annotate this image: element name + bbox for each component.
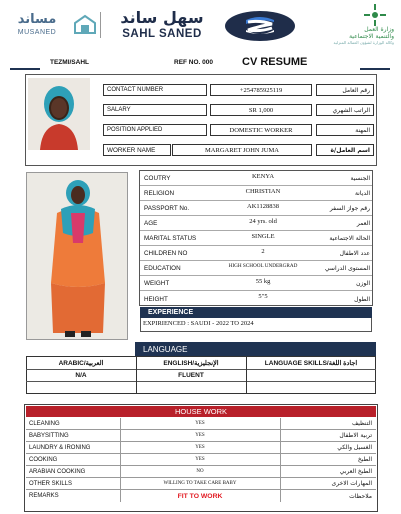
experience-box — [140, 318, 372, 332]
hw-row-laundry — [26, 442, 376, 454]
hw-row-cleaning — [26, 418, 376, 430]
babysitting-value: YES — [195, 433, 205, 438]
header-divider — [100, 12, 101, 38]
musaned-icon — [72, 14, 98, 36]
laundry-ar: الغسيل والكي — [337, 444, 372, 451]
ministry-name-1: وزارة العمل — [364, 26, 394, 33]
other-skills-value: WILLING TO TAKE CARE BABY — [163, 481, 237, 486]
babysitting-label: BABYSITTING — [29, 432, 69, 439]
row-age — [140, 217, 372, 231]
worker-photo-full — [26, 172, 128, 340]
laundry-value: YES — [195, 445, 205, 450]
country-label: COUTRY — [144, 175, 171, 182]
religion-label: RELIGION — [144, 190, 175, 197]
education-ar: المستوى الدراسي — [324, 265, 370, 272]
worker-name-ar: اسم العامل/ة — [330, 146, 370, 154]
header — [0, 0, 401, 56]
babysitting-ar: تربية الاطفال — [339, 432, 372, 439]
ref-number: REF NO. 000 — [174, 59, 214, 66]
sahl-s-logo — [224, 10, 296, 42]
musaned-logo — [8, 12, 98, 38]
cooking-label: COOKING — [29, 456, 58, 463]
hw-row-arabian-cooking — [26, 466, 376, 478]
weight-value: 55 kg — [255, 278, 271, 285]
passport-label: PASSPORT No. — [144, 205, 190, 212]
other-skills-ar: المهارات الاخرى — [331, 480, 372, 487]
row-height — [140, 292, 372, 306]
salary-value: SR 1,000 — [248, 106, 274, 114]
cv-title: CV RESUME — [242, 56, 308, 68]
experience-header — [140, 307, 372, 318]
worker-name-label: WORKER NAME — [107, 146, 156, 154]
salary-label: SALARY — [107, 107, 131, 113]
row-religion — [140, 187, 372, 201]
arabic-header: ARABIC/العربية — [58, 360, 104, 367]
height-ar: الطول — [354, 295, 370, 303]
height-value: 5"5 — [258, 293, 268, 300]
contact-number-label: CONTACT NUMBER — [107, 87, 164, 93]
ref-bar-right-stripe — [360, 68, 390, 70]
arabian-cooking-value: NO — [196, 469, 204, 474]
marital-value: SINGLE — [251, 233, 275, 240]
house-work-header — [26, 406, 376, 417]
weight-label: WEIGHT — [144, 280, 170, 287]
sahl-english: SAHL SANED — [122, 28, 202, 40]
age-label: AGE — [144, 220, 158, 227]
hw-row-cooking — [26, 454, 376, 466]
cleaning-value: YES — [195, 421, 205, 426]
marital-ar: الحالة الاجتماعية — [329, 235, 370, 242]
children-ar: عدد الاطفال — [339, 250, 370, 257]
contact-number-value: +254785925119 — [239, 86, 283, 94]
row-education — [140, 262, 372, 276]
row-country — [140, 172, 372, 186]
children-label: CHILDREN NO — [144, 250, 188, 257]
position-label: POSITION APPLIED — [107, 127, 163, 133]
arabic-level: N/A — [75, 372, 87, 379]
cleaning-ar: التنظيف — [351, 420, 372, 427]
arabian-cooking-label: ARABIAN COOKING — [29, 468, 86, 475]
passport-value: AK1128838 — [247, 203, 279, 210]
remarks-ar: ملاحظات — [349, 492, 372, 500]
education-value: HIGH SCHOOL UNDERGRAD — [228, 263, 298, 269]
language-skills-header: LANGUAGE SKILLS/اجادة اللغة — [264, 360, 358, 367]
worker-photo-small — [28, 78, 90, 150]
remarks-label: REMARKS — [29, 493, 59, 499]
hw-row-babysitting — [26, 430, 376, 442]
other-skills-label: OTHER SKILLS — [29, 480, 73, 487]
house-work-title: HOUSE WORK — [174, 407, 228, 416]
weight-ar: الوزن — [356, 280, 370, 287]
row-marital — [140, 232, 372, 246]
passport-ar: رقم جواز السفر — [329, 205, 370, 212]
sahl-arabic: سهل ساند — [120, 8, 204, 27]
religion-ar: الديانة — [354, 190, 370, 197]
english-level: FLUENT — [178, 372, 204, 379]
ministry-name-2: والتنمية الاجتماعية — [349, 33, 394, 40]
cooking-ar: الطبخ — [357, 456, 372, 463]
hw-row-remarks — [26, 490, 376, 502]
hw-row-other-skills — [26, 478, 376, 490]
row-weight — [140, 277, 372, 291]
arabian-cooking-ar: الطبخ العربي — [339, 468, 372, 475]
language-header — [135, 342, 376, 356]
row-passport — [140, 202, 372, 216]
religion-value: CHRISTIAN — [245, 188, 281, 195]
musaned-arabic: مساند — [17, 12, 57, 27]
age-value: 24 yrs. old — [249, 218, 277, 225]
salary-ar: الراتب الشهري — [332, 106, 370, 114]
laundry-label: LAUNDRY & IRONING — [29, 444, 91, 451]
height-label: HEIGHT — [144, 295, 168, 303]
ministry-name-3: وكالة الوزارة لشؤون العمالة المنزلية — [333, 40, 394, 45]
experience-text: EXPIRIENCED : SAUDI - 2022 TO 2024 — [143, 320, 254, 327]
children-value: 2 — [261, 248, 265, 255]
experience-title: EXPERIENCE — [148, 309, 194, 316]
language-title: LANGUAGE — [143, 344, 188, 354]
age-ar: العمر — [356, 220, 370, 227]
ref-bar — [10, 56, 390, 70]
country-ar: الجنسية — [350, 175, 370, 182]
ministry-emblem-icon — [364, 4, 386, 26]
musaned-english: MUSANED — [17, 29, 57, 36]
position-value: DOMESTIC WORKER — [229, 126, 293, 134]
remarks-value: FIT TO WORK — [177, 492, 223, 500]
education-label: EDUCATION — [144, 265, 181, 272]
marital-label: MARITAL STATUS — [144, 235, 197, 242]
row-children — [140, 247, 372, 261]
country-value: KENYA — [251, 173, 275, 180]
ref-bar-left-stripe — [10, 68, 40, 70]
position-ar: المهنة — [355, 126, 370, 134]
contact-number-ar: رقم العامل — [342, 86, 370, 94]
cleaning-label: CLEANING — [29, 420, 60, 427]
agency-code: TEZMI/SAHL — [50, 59, 89, 66]
cooking-value: YES — [195, 457, 205, 462]
worker-name-value: MARGARET JOHN JUMA — [205, 146, 279, 154]
english-header: ENGLISH/الإنجليزية — [163, 360, 219, 367]
